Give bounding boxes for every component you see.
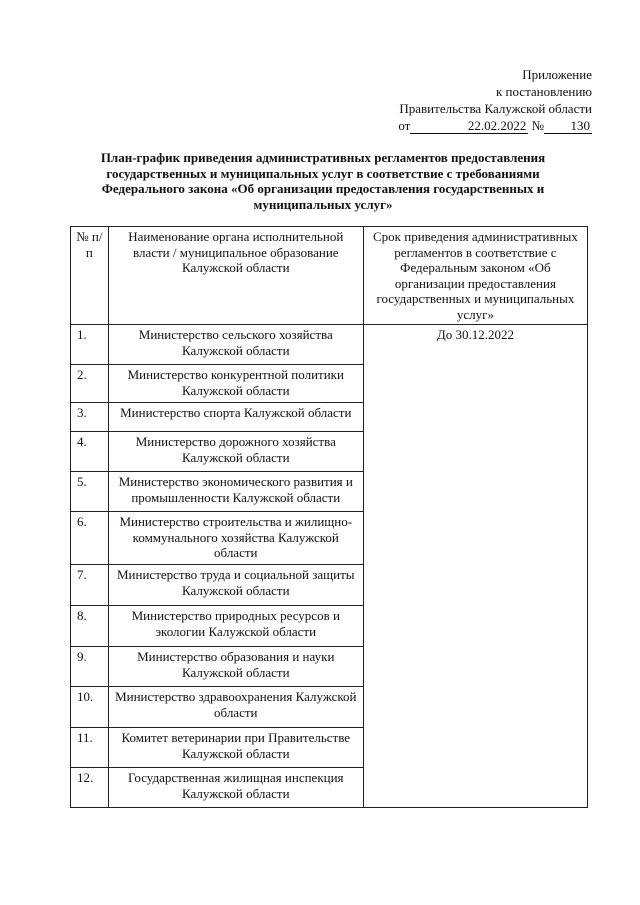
row-organization: Министерство образования и науки Калужской области bbox=[108, 647, 363, 687]
schedule-table bbox=[70, 226, 588, 808]
row-number: 9. bbox=[71, 647, 109, 687]
row-number: 7. bbox=[71, 565, 109, 606]
document-title: План-график приведения административных регламентов предоставления государственных и муниципальных услуг в соответствие с требованиями Федерального закона «Об организации предоставления государственных и муниципальных услуг» bbox=[100, 150, 546, 212]
from-label: от bbox=[398, 118, 411, 133]
row-organization: Министерство спорта Калужской области bbox=[108, 403, 363, 432]
row-number: 1. bbox=[71, 325, 109, 365]
row-number: 10. bbox=[71, 687, 109, 728]
row-number: 5. bbox=[71, 472, 109, 512]
number-label: № bbox=[531, 118, 544, 133]
appendix-resolution: к постановлению bbox=[495, 84, 592, 99]
table-body bbox=[71, 325, 588, 808]
header-name: Наименование органа исполнительной власти / муниципальное образование Калужской области bbox=[108, 227, 363, 325]
row-organization: Министерство экономического развития и промышленности Калужской области bbox=[108, 472, 363, 512]
row-organization: Министерство строительства и жилищно-коммунального хозяйства Калужской области bbox=[108, 512, 363, 565]
row-number: 4. bbox=[71, 432, 109, 472]
appendix-block bbox=[398, 66, 592, 134]
row-number: 11. bbox=[71, 728, 109, 768]
row-organization: Министерство здравоохранения Калужской области bbox=[108, 687, 363, 728]
row-organization: Министерство дорожного хозяйства Калужской области bbox=[108, 432, 363, 472]
row-organization: Комитет ветеринарии при Правительстве Калужской области bbox=[108, 728, 363, 768]
header-num: № п/п bbox=[71, 227, 109, 325]
row-organization: Министерство конкурентной политики Калужской области bbox=[108, 365, 363, 403]
resolution-number: 130 bbox=[544, 119, 592, 134]
deadline-cell: До 30.12.2022 bbox=[363, 325, 587, 808]
header-deadline: Срок приведения административных регламентов в соответствие с Федеральным законом «Об организации предоставления государственных и муниципальных услуг» bbox=[363, 227, 587, 325]
appendix-government: Правительства Калужской области bbox=[399, 101, 592, 116]
row-organization: Министерство труда и социальной защиты Калужской области bbox=[108, 565, 363, 606]
table-row bbox=[71, 325, 588, 365]
resolution-date: 22.02.2022 bbox=[410, 119, 528, 134]
row-number: 6. bbox=[71, 512, 109, 565]
row-number: 3. bbox=[71, 403, 109, 432]
row-organization: Министерство природных ресурсов и экологии Калужской области bbox=[108, 606, 363, 647]
row-number: 12. bbox=[71, 768, 109, 808]
appendix-title: Приложение bbox=[522, 67, 592, 82]
row-organization: Государственная жилищная инспекция Калужской области bbox=[108, 768, 363, 808]
table-header-row bbox=[71, 227, 588, 325]
appendix-date-line bbox=[398, 117, 592, 134]
row-number: 8. bbox=[71, 606, 109, 647]
row-number: 2. bbox=[71, 365, 109, 403]
row-organization: Министерство сельского хозяйства Калужской области bbox=[108, 325, 363, 365]
